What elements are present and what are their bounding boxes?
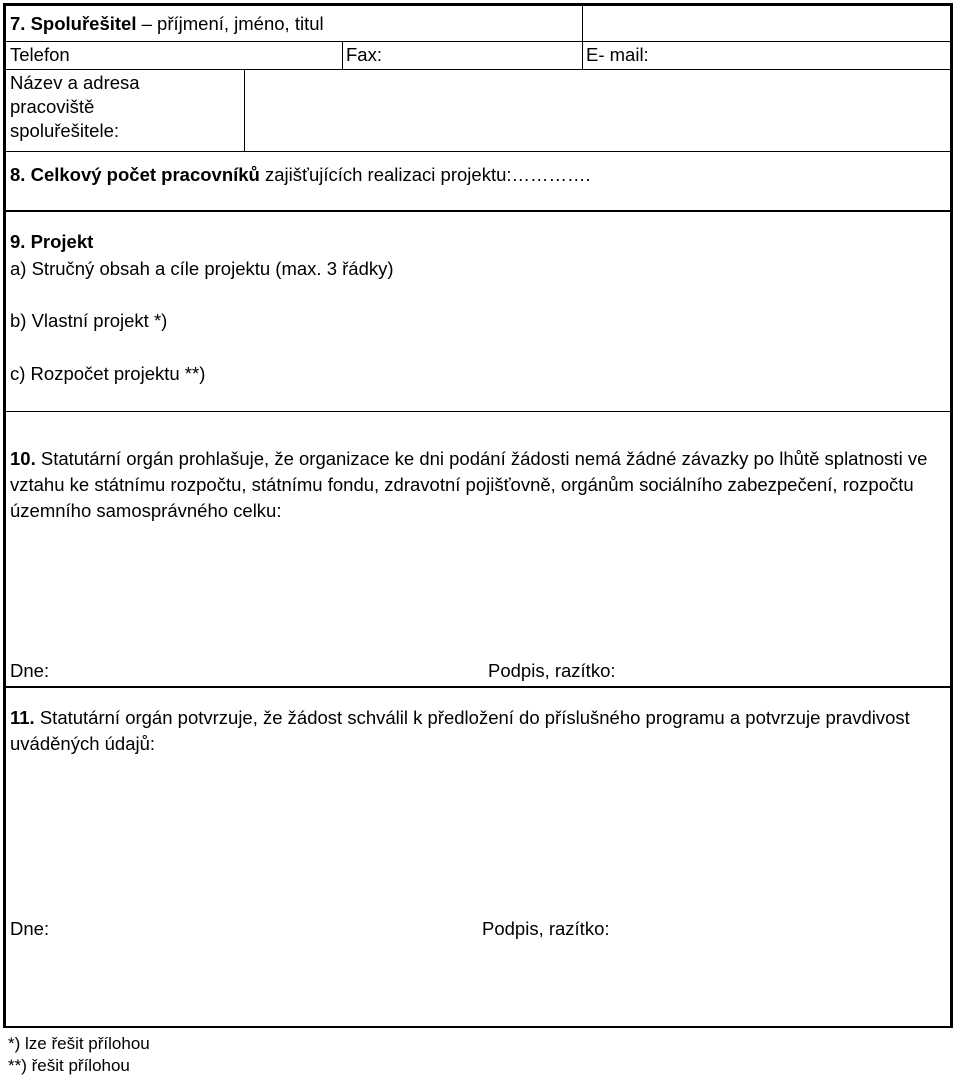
- section7-number: 7.: [10, 13, 26, 34]
- address-label-line2: pracoviště: [10, 96, 95, 117]
- section10-date-field[interactable]: [66, 656, 466, 682]
- section11-date-field[interactable]: [66, 914, 466, 940]
- phone-label: Telefon: [10, 44, 70, 65]
- divider: [582, 41, 583, 69]
- email-field[interactable]: [666, 42, 950, 68]
- section9-title: Projekt: [30, 231, 94, 252]
- section10-signature-field[interactable]: [656, 656, 946, 682]
- section8-heading: [10, 163, 591, 187]
- section10-number: 10.: [10, 448, 36, 469]
- section11-date-label: Dne:: [10, 918, 50, 939]
- section10-statement: [10, 446, 950, 524]
- section9-item-b: b) Vlastní projekt *): [10, 310, 168, 331]
- section7-dash: –: [141, 13, 152, 34]
- section10-date-label: Dne:: [10, 660, 50, 681]
- application-form: [3, 3, 953, 1028]
- worker-count-field[interactable]: [606, 161, 806, 185]
- fax-label: Fax:: [346, 44, 382, 65]
- section10-text: Statutární orgán prohlašuje, že organizace ke dni podání žádosti nemá žádné závazky po lhůtě splatnosti ve vztahu ke státnímu rozpočtu, státnímu fondu, zdravotní pojišťovně, orgánům sociálního zabezpečení, rozpočtu územního samosprávného celku:: [10, 448, 928, 521]
- section7-heading: [10, 12, 324, 36]
- section10-signature-label: Podpis, razítko:: [488, 660, 616, 681]
- address-label-line3: spoluřešitele:: [10, 120, 120, 141]
- footnote-1: *) lze řešit přílohou: [8, 1034, 150, 1053]
- section9-item-a: a) Stručný obsah a cíle projektu (max. 3 řádky): [10, 258, 394, 279]
- section9-number: 9.: [10, 231, 26, 252]
- address-label: [10, 71, 140, 143]
- section7-title: Spoluřešitel: [30, 13, 137, 34]
- section11-number: 11.: [10, 707, 35, 728]
- divider: [6, 411, 950, 412]
- divider: [6, 210, 950, 212]
- address-label-line1: Název a adresa: [10, 72, 140, 93]
- section9-heading: [10, 230, 93, 254]
- section11-signature-label: Podpis, razítko:: [482, 918, 610, 939]
- address-field[interactable]: [245, 70, 950, 150]
- section8-text: zajišťujících realizaci projektu:………….: [265, 164, 591, 185]
- divider: [6, 686, 950, 688]
- section11-signature-field[interactable]: [651, 914, 946, 940]
- email-label: E- mail:: [586, 44, 649, 65]
- divider: [342, 41, 343, 69]
- phone-field[interactable]: [126, 42, 340, 68]
- footnote-2: **) řešit přílohou: [8, 1056, 130, 1075]
- section7-name-field[interactable]: [583, 6, 950, 40]
- section7-subtitle: příjmení, jméno, titul: [157, 13, 324, 34]
- section11-text: Statutární orgán potvrzuje, že žádost schválil k předložení do příslušného programu a potvrzuje pravdivost uváděných údajů:: [10, 707, 910, 754]
- section11-statement: [10, 705, 950, 757]
- divider: [6, 151, 950, 152]
- section8-title: Celkový počet pracovníků: [30, 164, 260, 185]
- section8-number: 8.: [10, 164, 26, 185]
- section9-item-c: c) Rozpočet projektu **): [10, 363, 206, 384]
- fax-field[interactable]: [396, 42, 580, 68]
